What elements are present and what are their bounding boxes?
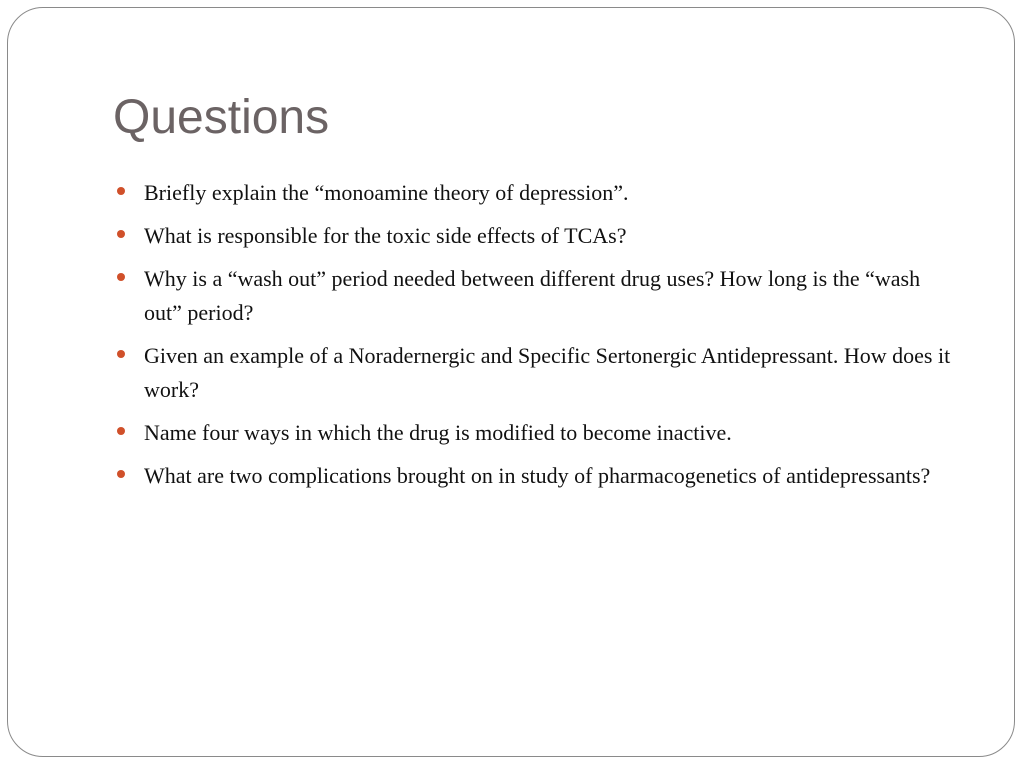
list-item <box>113 219 963 253</box>
bullet-text: What is responsible for the toxic side effects of TCAs? <box>144 223 627 248</box>
bullet-dot-icon <box>117 273 125 281</box>
list-item <box>113 339 963 407</box>
bullet-dot-icon <box>117 230 125 238</box>
bullet-text: Why is a “wash out” period needed between different drug uses? How long is the “wash out” period? <box>144 266 921 325</box>
bullet-dot-icon <box>117 187 125 195</box>
list-item <box>113 416 963 450</box>
list-item <box>113 459 963 493</box>
list-item <box>113 176 963 210</box>
bullet-text: Name four ways in which the drug is modified to become inactive. <box>144 420 732 445</box>
bullet-dot-icon <box>117 470 125 478</box>
bullet-dot-icon <box>117 427 125 435</box>
slide-title: Questions <box>113 91 330 144</box>
list-item <box>113 262 963 330</box>
bullet-list <box>113 176 963 502</box>
bullet-text: Briefly explain the “monoamine theory of depression”. <box>144 180 629 205</box>
slide-frame <box>7 7 1015 757</box>
bullet-dot-icon <box>117 350 125 358</box>
bullet-text: Given an example of a Noradernergic and Specific Sertonergic Antidepressant. How does it work? <box>144 343 951 402</box>
bullet-text: What are two complications brought on in study of pharmacogenetics of antidepressants? <box>144 463 931 488</box>
